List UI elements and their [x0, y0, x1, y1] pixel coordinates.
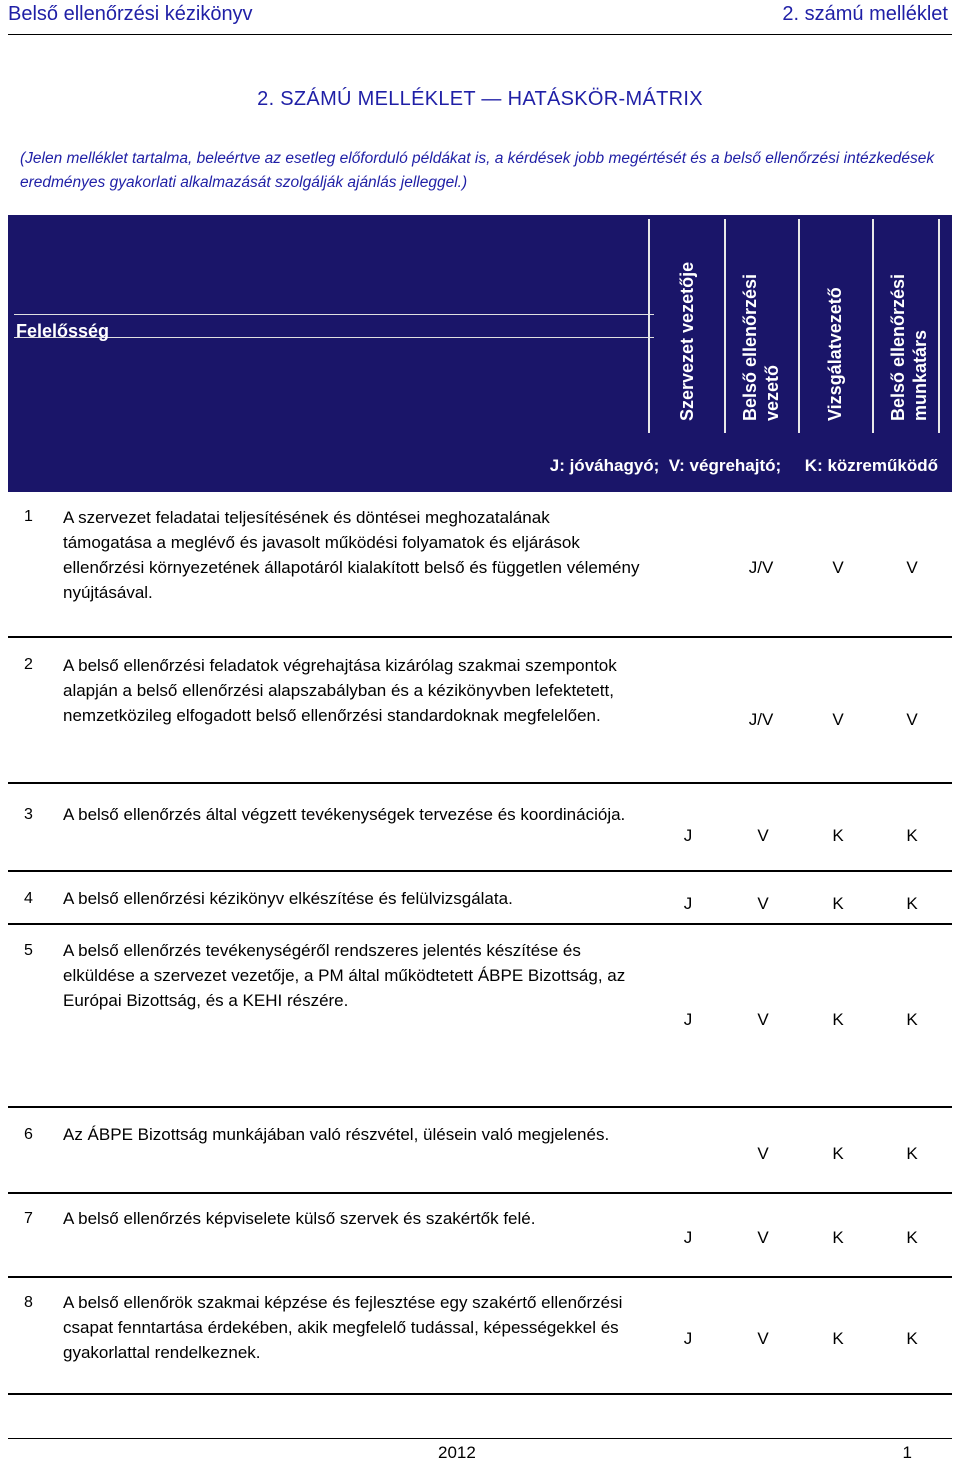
column-header [652, 225, 722, 421]
divider [648, 219, 650, 433]
matrix-cell: V [757, 894, 769, 913]
page-footer [8, 1438, 952, 1462]
matrix-cell: J [683, 1228, 693, 1247]
matrix-cell: K [832, 1228, 844, 1247]
matrix-cell: K [906, 894, 918, 913]
row-divider [8, 782, 952, 784]
matrix-cell: K [906, 1329, 918, 1348]
matrix-cell: J [683, 894, 693, 913]
matrix-cell: V [757, 826, 769, 845]
matrix-cell: V [906, 558, 918, 577]
matrix-cell: K [832, 1329, 844, 1348]
matrix-cell: V [832, 558, 844, 577]
matrix-cell: K [832, 1010, 844, 1029]
row-text: A szervezet feladatai teljesítésének és döntései meghozatalának támogatása a meglévő és javasolt működési folyamatok és eljárások ellenőrzési környezetének állapotáról kialakított belső és független vélemény nyújtásával. [63, 508, 640, 602]
row-divider [8, 1106, 952, 1108]
page-title: 2. SZÁMÚ MELLÉKLET — HATÁSKÖR-MÁTRIX [257, 88, 703, 110]
matrix-header [8, 215, 952, 437]
appendix-label: 2. számú melléklet [782, 3, 948, 25]
matrix-cell: J [683, 826, 693, 845]
matrix-cell: K [832, 894, 844, 913]
row-number: 7 [24, 1210, 33, 1227]
row-text: Az ÁBPE Bizottság munkájában való részvétel, ülésein való megjelenés. [63, 1125, 610, 1144]
matrix-cell: V [906, 710, 918, 729]
column-header [800, 225, 870, 421]
page-header [8, 0, 952, 35]
row-number: 6 [24, 1126, 33, 1143]
row-divider [8, 1276, 952, 1278]
row-number: 8 [24, 1294, 33, 1311]
row-divider [8, 636, 952, 638]
row-text: A belső ellenőrzési kézikönyv elkészítése és felülvizsgálata. [63, 889, 513, 908]
matrix-cell: J [683, 1010, 693, 1029]
row-text: A belső ellenőrzés tevékenységéről rendszeres jelentés készítése és elküldése a szervezet vezetője, a PM által működtetett ÁBPE Bizottság, az Európai Bizottság, és a KEHI részére. [63, 941, 626, 1010]
matrix-cell: J/V [748, 710, 774, 729]
footer-year: 2012 [438, 1443, 476, 1462]
divider [14, 314, 654, 315]
column-header-label: Vizsgálatvezető [825, 287, 845, 421]
column-header [726, 225, 796, 421]
column-header [874, 225, 944, 421]
row-text: A belső ellenőrzés által végzett tevékenységek tervezése és koordinációja. [63, 805, 626, 824]
row-number: 1 [24, 508, 33, 525]
column-header-label: Szervezet vezetője [677, 261, 697, 421]
matrix-cell: K [906, 1010, 918, 1029]
matrix-cell: V [757, 1228, 769, 1247]
matrix-cell: J/V [748, 558, 774, 577]
row-number: 4 [24, 890, 33, 907]
matrix-cell: K [832, 1144, 844, 1163]
matrix-cell: K [906, 1144, 918, 1163]
column-header-label: Belső ellenőrzési munkatárs [888, 273, 930, 421]
matrix-cell: J [683, 1329, 693, 1348]
matrix-cell: K [906, 826, 918, 845]
intro-note: (Jelen melléklet tartalma, beleértve az esetleg előforduló példákat is, a kérdések jobb megértését és a belső ellenőrzési intézkedések eredményes gyakorlati alkalmazását szolgálják ajánlás jelleggel.) [20, 150, 935, 191]
row-divider [8, 1393, 952, 1395]
document-title: Belső ellenőrzési kézikönyv [8, 3, 253, 25]
responsibility-label: Felelősség [16, 321, 110, 341]
legend-bar [8, 437, 952, 492]
matrix-cell: K [906, 1228, 918, 1247]
divider [14, 337, 654, 338]
matrix-cell: V [757, 1144, 769, 1163]
row-divider [8, 923, 952, 925]
legend-text: J: jóváhagyó; V: végrehajtó; K: közreműködő [549, 456, 938, 475]
matrix-cell: K [832, 826, 844, 845]
matrix-cell: V [757, 1010, 769, 1029]
row-divider [8, 1192, 952, 1194]
matrix-cell: V [832, 710, 844, 729]
row-number: 3 [24, 806, 33, 823]
matrix-cell: V [757, 1329, 769, 1348]
page-number: 1 [902, 1443, 912, 1462]
row-number: 2 [24, 656, 33, 673]
row-number: 5 [24, 942, 33, 959]
row-text: A belső ellenőrzési feladatok végrehajtása kizárólag szakmai szempontok alapján a belső ellenőrzési alapszabályban és a kézikönyvben lefektetett, nemzetközileg elfogadott belső ellenőrzési standardoknak megfelelően. [63, 656, 617, 725]
row-text: A belső ellenőrök szakmai képzése és fejlesztése egy szakértő ellenőrzési csapat fenntartása érdekében, akik megfelelő tudással, képességekkel és gyakorlattal rendelkeznek. [63, 1293, 623, 1362]
row-divider [8, 870, 952, 872]
column-header-label: Belső ellenőrzési vezető [740, 273, 782, 421]
row-text: A belső ellenőrzés képviselete külső szervek és szakértők felé. [63, 1209, 536, 1228]
